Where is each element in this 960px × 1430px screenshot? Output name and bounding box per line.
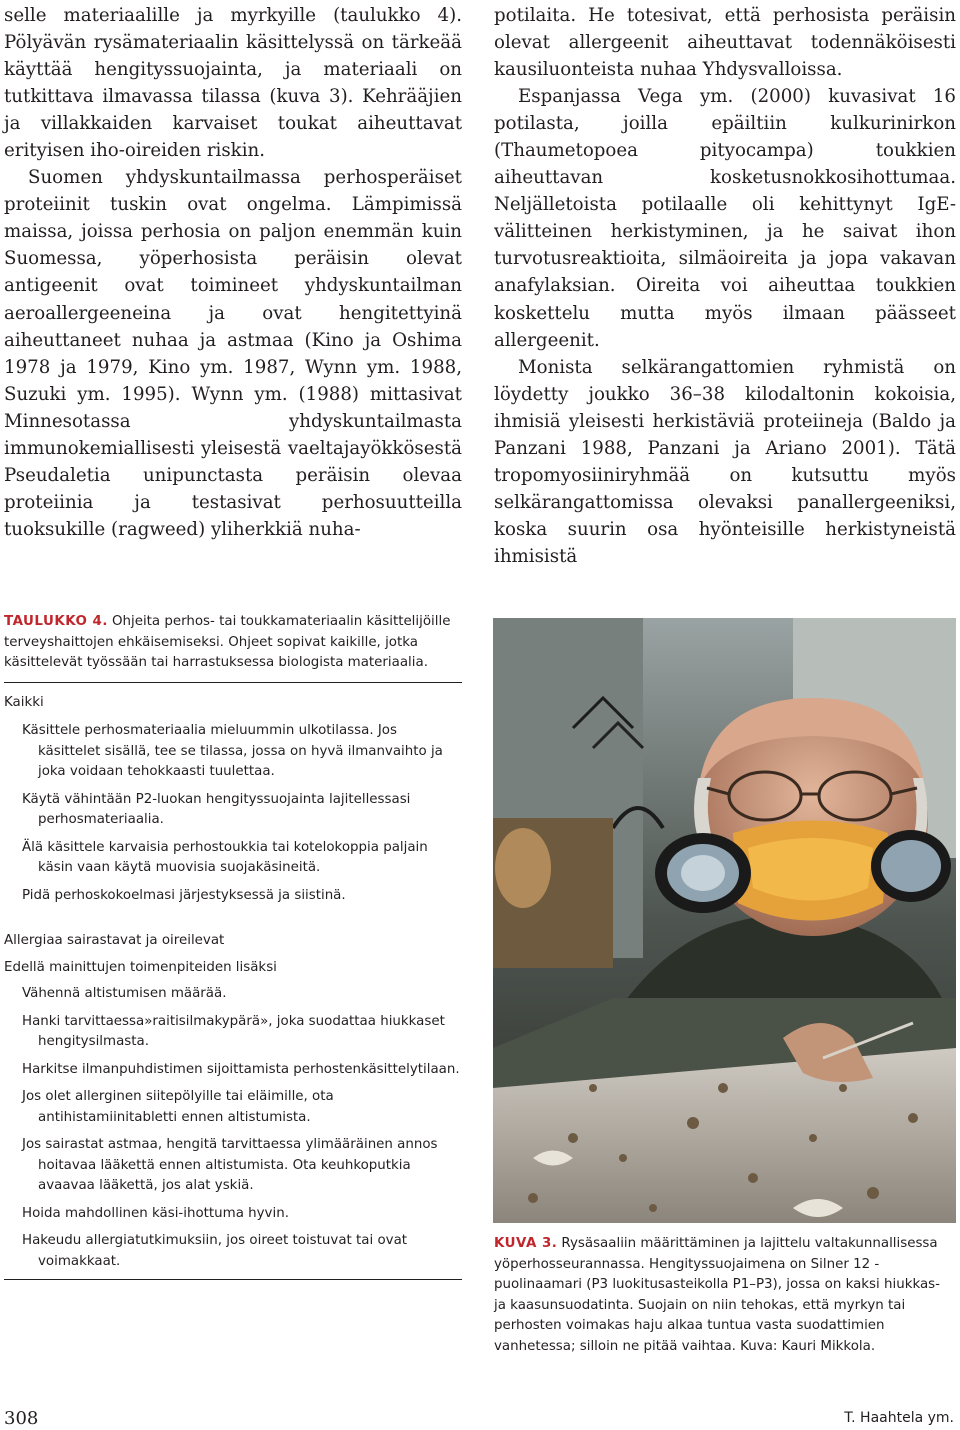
table-4-guidelines-box bbox=[4, 612, 462, 1280]
guideline-list-allergic bbox=[4, 984, 462, 1272]
paragraph: potilaita. He totesivat, että perhosista peräisin olevat allergeenit aiheuttavat todennäköisesti kausiluonteista nuhaa Yhdysvalloissa. bbox=[494, 5, 956, 81]
guideline-list-all bbox=[4, 721, 462, 906]
list-item: Jos olet allerginen siitepölyille tai eläimille, ota antihistamiinitabletti ennen altistumista. bbox=[22, 1089, 334, 1125]
list-item: Älä käsittele karvaisia perhostoukkia tai kotelokoppia paljain käsin vaan käytä muovisia suojakäsineitä. bbox=[22, 839, 428, 875]
table-section-subtitle: Edellä mainittujen toimenpiteiden lisäksi bbox=[4, 959, 277, 975]
paragraph: selle materiaalille ja myrkyille (taulukko 4). Pölyävän rysämateriaalin käsittelyssä on tärkeää käyttää hengityssuojainta, ja materiaali on tutkittava ilmavassa tilassa (kuva 3). Kehrääjien ja villakkaiden karvaiset toukat aiheuttavat erityisen iho-oireiden riskin. bbox=[4, 5, 462, 162]
paragraph: Espanjassa Vega ym. (2000) kuvasivat 16 potilasta, joilla epäiltiin kulkurinirkon (Thaumetopoea pityocampa) toukkien aiheuttavan kosketusnokkosihottumaa. Neljälletoista potilaalle oli kehittynyt IgE-välitteinen herkistyminen, ja he saivat ihon turvotusreaktioita, silmäoireita ja jopa vakavan anafylaksian. Oireita voi aiheuttaa toukkien koskettelu mutta myös ilmaan päässeet allergeenit. bbox=[494, 86, 956, 351]
running-footer-author: T. Haahtela ym. bbox=[844, 1410, 954, 1426]
list-item: Käsittele perhosmateriaalia mieluummin ulkotilassa. Jos käsittelet sisällä, tee se tilassa, jossa on hyvä ilmanvaihto ja joka voidaan tehokkaasti tuulettaa. bbox=[22, 723, 443, 779]
paragraph: Suomen yhdyskuntailmassa perhosperäiset proteiinit tuskin ovat ongelma. Lämpimissä maissa, joissa perhosia on paljon enemmän kuin Suomessa, yöperhosista peräisin olevat antigeenit ovat toimineet yhdyskuntailman aeroallergeeneina ja ovat hengitettyinä aiheuttaneet nuhaa ja astmaa (Kino ja Oshima 1978 ja 1979, Kino ym. 1987, Wynn ym. 1988, Suzuki ym. 1995). Wynn ym. (1988) mittasivat Minnesotassa yhdyskuntailmasta immunokemiallisesti yleisestä vaeltajayökkösestä Pseudaletia unipunctasta peräisin olevaa proteiinia ja testasivat perhosuutteilla tuoksukille (ragweed) yliherkkiä nuha- bbox=[4, 167, 462, 540]
list-item: Hoida mahdollinen käsi-ihottuma hyvin. bbox=[22, 1205, 289, 1221]
paragraph: Monista selkärangattomien ryhmistä on löydetty joukko 36–38 kilodaltonin kokoisia, ihmisiä yleisesti herkistäviä proteiineja (Baldo ja Panzani 1988, Panzani ja Ariano 2001). Tätä tropomyosiiniryhmää on kutsuttu myös selkärangattomissa olevaksi panallergeeniksi, koska suurin osa hyönteisille herkistyneistä ihmisistä bbox=[494, 356, 956, 567]
body-text-left-column bbox=[4, 2, 462, 543]
list-item: Hanki tarvittaessa»raitisilmakypärä», joka suodattaa hiukkaset hengitysilmasta. bbox=[22, 1013, 445, 1049]
list-item: Pidä perhoskokoelmasi järjestyksessä ja siistinä. bbox=[22, 887, 346, 903]
list-item: Hakeudu allergiatutkimuksiin, jos oireet toistuvat tai ovat voimakkaat. bbox=[22, 1233, 408, 1269]
figure-caption-text: Rysäsaaliin määrittäminen ja lajittelu valtakunnallisessa yöperhosseurannassa. Hengityssuojaimena on Silner 12 -puolinaamari (P3 luokitusasteikolla P1–P3), jossa on kaksi hiukkas- ja kaasunsuodatinta. Suojain on niin tehokas, että myrkyn tai perhosten voimakas haju alkaa tuntua vasta suodattimien vanhetessa; silloin ne pitää vaihtaa. Kuva: Kauri Mikkola. bbox=[494, 1236, 940, 1354]
list-item: Vähennä altistumisen määrää. bbox=[22, 986, 227, 1001]
table-section-title: Allergiaa sairastavat ja oireilevat bbox=[4, 933, 225, 948]
page-number: 308 bbox=[4, 1408, 39, 1429]
table-section-title: Kaikki bbox=[4, 694, 44, 710]
list-item: Jos sairastat astmaa, hengitä tarvittaessa ylimääräinen annos hoitavaa lääkettä ennen altistumista. Ota keuhkoputkia avaavaa lääkettä, jos alat yskiä. bbox=[22, 1137, 438, 1193]
list-item: Käytä vähintään P2-luokan hengityssuojainta lajitellessasi perhosmateriaalia. bbox=[22, 791, 411, 827]
body-text-right-column bbox=[494, 2, 956, 570]
figure-label: KUVA 3. bbox=[494, 1236, 558, 1251]
table-label: TAULUKKO 4. bbox=[4, 614, 108, 629]
list-item: Harkitse ilmanpuhdistimen sijoittamista perhostenkäsittelytilaan. bbox=[22, 1061, 460, 1077]
figure-3-photo bbox=[493, 618, 956, 1223]
table-caption bbox=[4, 612, 462, 683]
table-bottom-rule bbox=[4, 1279, 462, 1280]
table-caption-text: Ohjeita perhos- tai toukkamateriaalin käsittelijöille terveyshaittojen ehkäisemiseksi. Ohjeet sopivat kaikille, jotka käsittelevät työssään tai harrastuksessa biologista materiaalia. bbox=[4, 614, 451, 670]
figure-3-caption bbox=[494, 1234, 956, 1357]
